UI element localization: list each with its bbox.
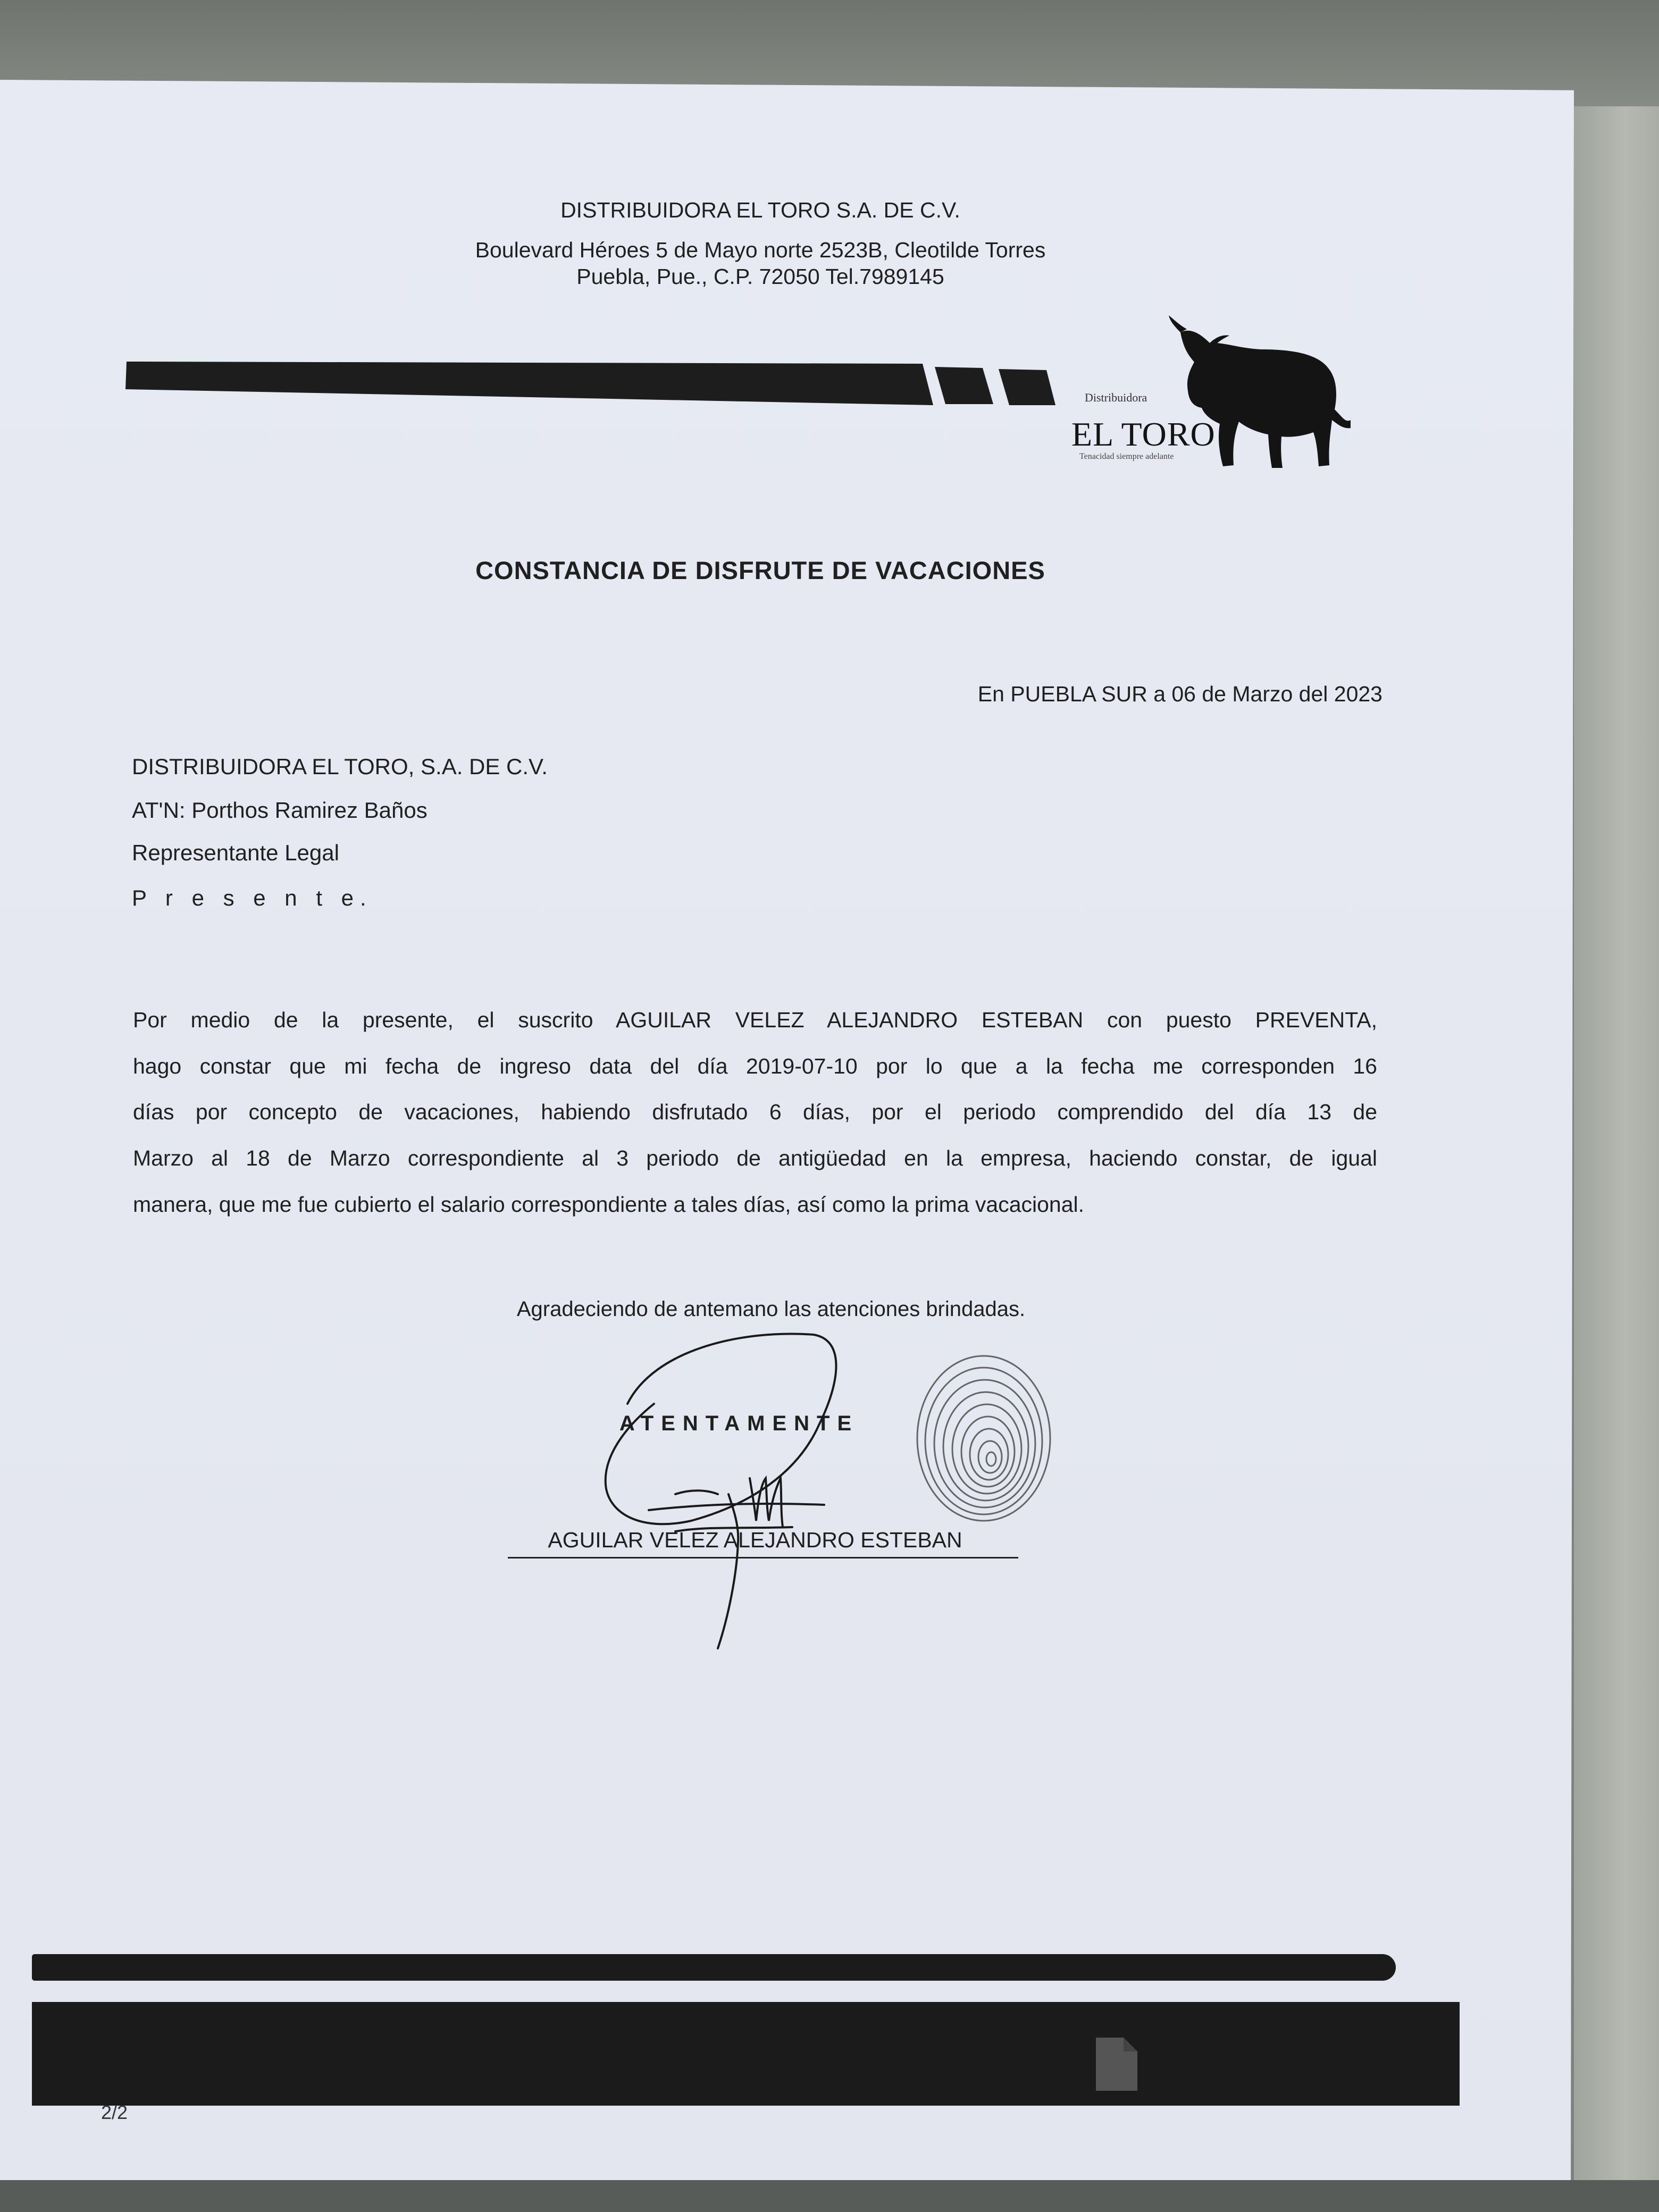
logo-brand: EL TORO: [1071, 415, 1216, 453]
background-bottom: [0, 2180, 1659, 2212]
signer-name: AGUILAR VELEZ ALEJANDRO ESTEBAN: [548, 1528, 962, 1552]
addressee-company: DISTRIBUIDORA EL TORO, S.A. DE C.V.: [132, 754, 548, 779]
document-title: CONSTANCIA DE DISFRUTE DE VACACIONES: [475, 556, 1045, 584]
body-line: manera, que me fue cubierto el salario correspondiente a tales días, así como la prima vacacional.: [133, 1192, 1085, 1217]
fingerprint-icon: [909, 1351, 1058, 1526]
signature-line: [508, 1557, 1018, 1559]
company-city-phone: Puebla, Pue., C.P. 72050 Tel.7989145: [576, 264, 944, 289]
handwritten-signature: [569, 1319, 867, 1659]
addressee-presente: P r e s e n t e.: [132, 885, 373, 910]
company-name: DISTRIBUIDORA EL TORO S.A. DE C.V.: [560, 198, 960, 222]
date-line: En PUEBLA SUR a 06 de Marzo del 2023: [977, 682, 1382, 706]
closing-greeting: Agradeciendo de antemano las atenciones brindadas.: [516, 1297, 1026, 1321]
footer-bar-thick: [32, 2002, 1460, 2106]
company-address: Boulevard Héroes 5 de Mayo norte 2523B, Cleotilde Torres: [475, 238, 1046, 262]
atentamente-label: ATENTAMENTE: [619, 1412, 859, 1435]
footer-bar-thin: [32, 1954, 1396, 1981]
body-line: días por concepto de vacaciones, habiendo disfrutado 6 días, por el periodo comprendido del día 13 de: [133, 1100, 1377, 1124]
header-bar: [122, 356, 1069, 415]
body-line: Por medio de la presente, el suscrito AGUILAR VELEZ ALEJANDRO ESTEBAN con puesto PREVENTA,: [133, 1008, 1377, 1032]
logo-tagline: Tenacidad siempre adelante: [1079, 452, 1174, 461]
addressee-role: Representante Legal: [132, 840, 339, 865]
logo-small-text: Distribuidora: [1085, 391, 1147, 404]
page-number: 2/2: [101, 2101, 128, 2123]
addressee-attn: AT'N: Porthos Ramirez Baños: [132, 798, 428, 823]
background-right: [1574, 106, 1659, 2212]
body-line: Marzo al 18 de Marzo correspondiente al 3 periodo de antigüedad en la empresa, haciendo constar, de igual: [133, 1146, 1377, 1170]
body-line: hago constar que mi fecha de ingreso data del día 2019-07-10 por lo que a la fecha me corresponden 16: [133, 1054, 1377, 1078]
document-icon: [1093, 2035, 1141, 2093]
